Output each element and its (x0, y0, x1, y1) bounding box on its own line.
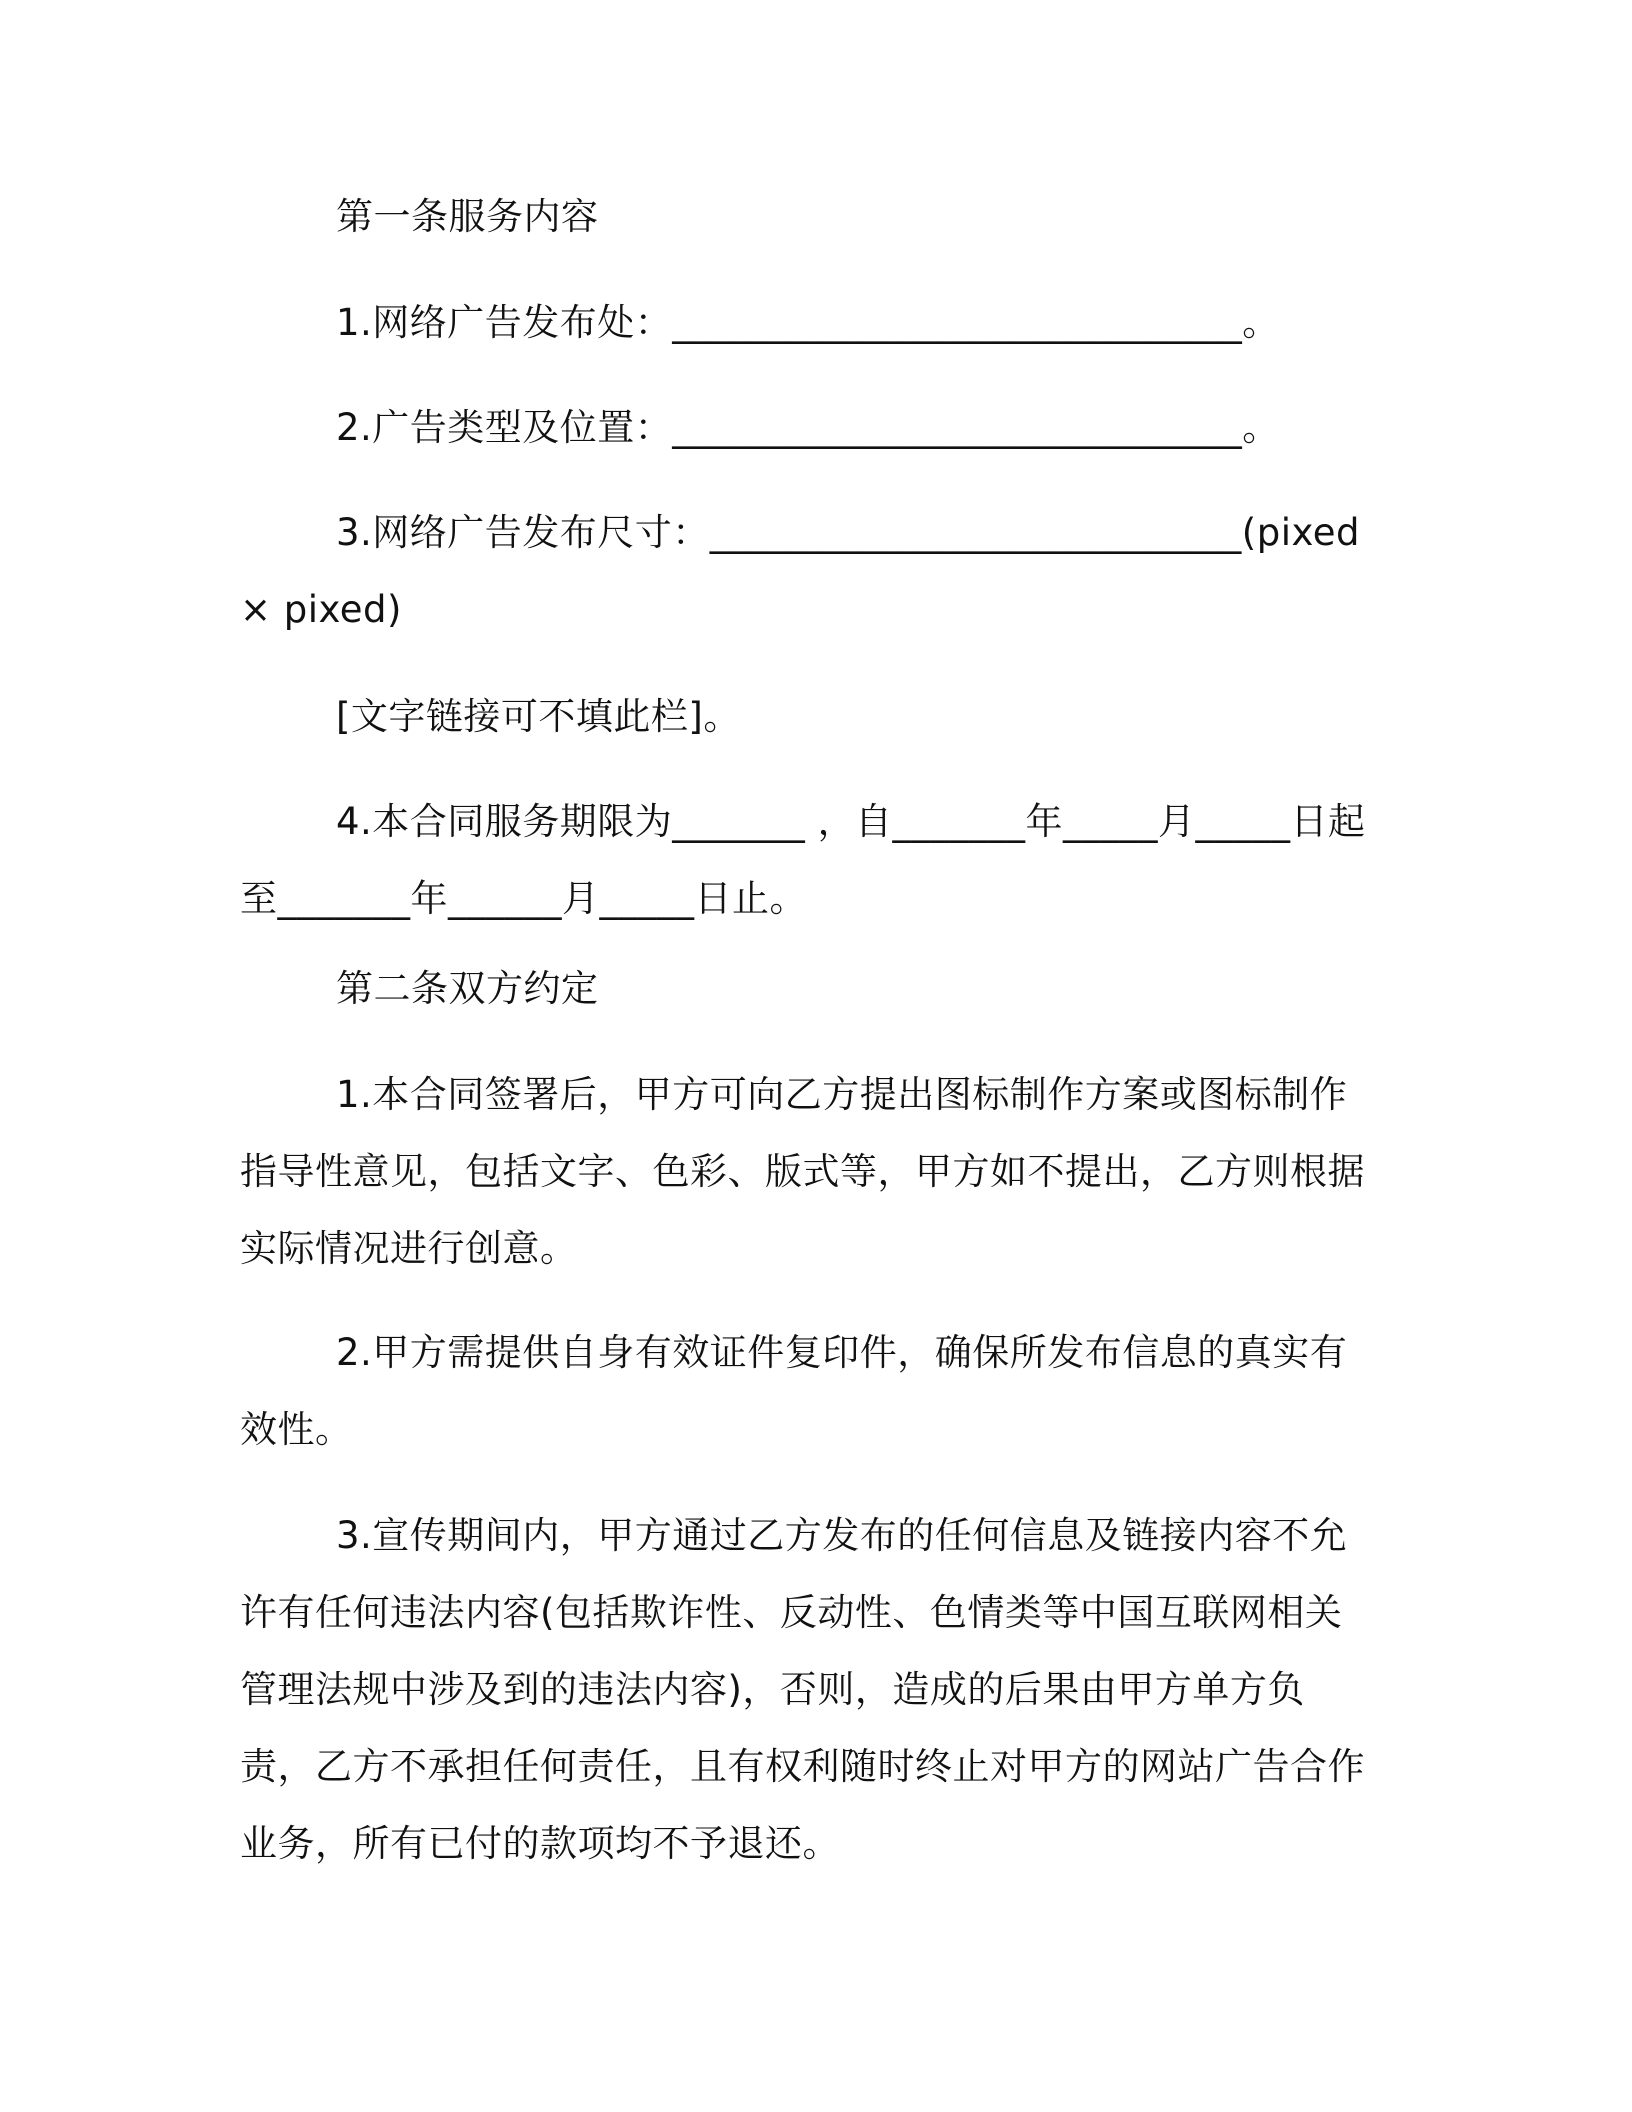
clause-ad-size (240, 494, 1378, 648)
section-heading-mutual-agreement (240, 950, 1378, 1027)
clause-icon-design (240, 1056, 1378, 1287)
paragraph-text: [文字链接可不填此栏]。 (336, 695, 741, 738)
clause-service-term (240, 783, 1378, 937)
clause-ad-type-position (240, 389, 1378, 466)
clause-valid-documents (240, 1314, 1378, 1468)
clause-text-link-note (240, 678, 1378, 755)
section-heading-service-content (240, 178, 1378, 255)
paragraph-text: 2.甲方需提供自身有效证件复印件，确保所发布信息的真实有效性。 (240, 1331, 1348, 1451)
paragraph-text: 第二条双方约定 (336, 967, 599, 1010)
paragraph-text: 3.宣传期间内，甲方通过乙方发布的任何信息及链接内容不允许有任何违法内容(包括欺诈性、反动性、色情类等中国互联网相关管理法规中涉及到的违法内容)，否则，造成的后果由甲方单方负责，乙方不承担任何责任，且有权利随时终止对甲方的网站广告合作业务，所有已付的款项均不予退还。 (240, 1514, 1365, 1865)
paragraph-text: 第一条服务内容 (336, 195, 599, 238)
paragraph-text: 1.本合同签署后，甲方可向乙方提出图标制作方案或图标制作指导性意见，包括文字、色彩、版式等，甲方如不提出，乙方则根据实际情况进行创意。 (240, 1073, 1365, 1270)
paragraph-text: 3.网络广告发布尺寸：____________________________(pixed × pixed) (240, 511, 1373, 631)
paragraph-text: 1.网络广告发布处：______________________________。 (336, 301, 1280, 344)
paragraph-text: 2.广告类型及位置：______________________________。 (336, 406, 1280, 449)
paragraph-text: 4.本合同服务期限为_______ ，自_______年_____月_____日起至_______年______月_____日止。 (240, 800, 1366, 920)
clause-ad-publisher (240, 284, 1378, 361)
clause-no-illegal-content (240, 1497, 1378, 1882)
